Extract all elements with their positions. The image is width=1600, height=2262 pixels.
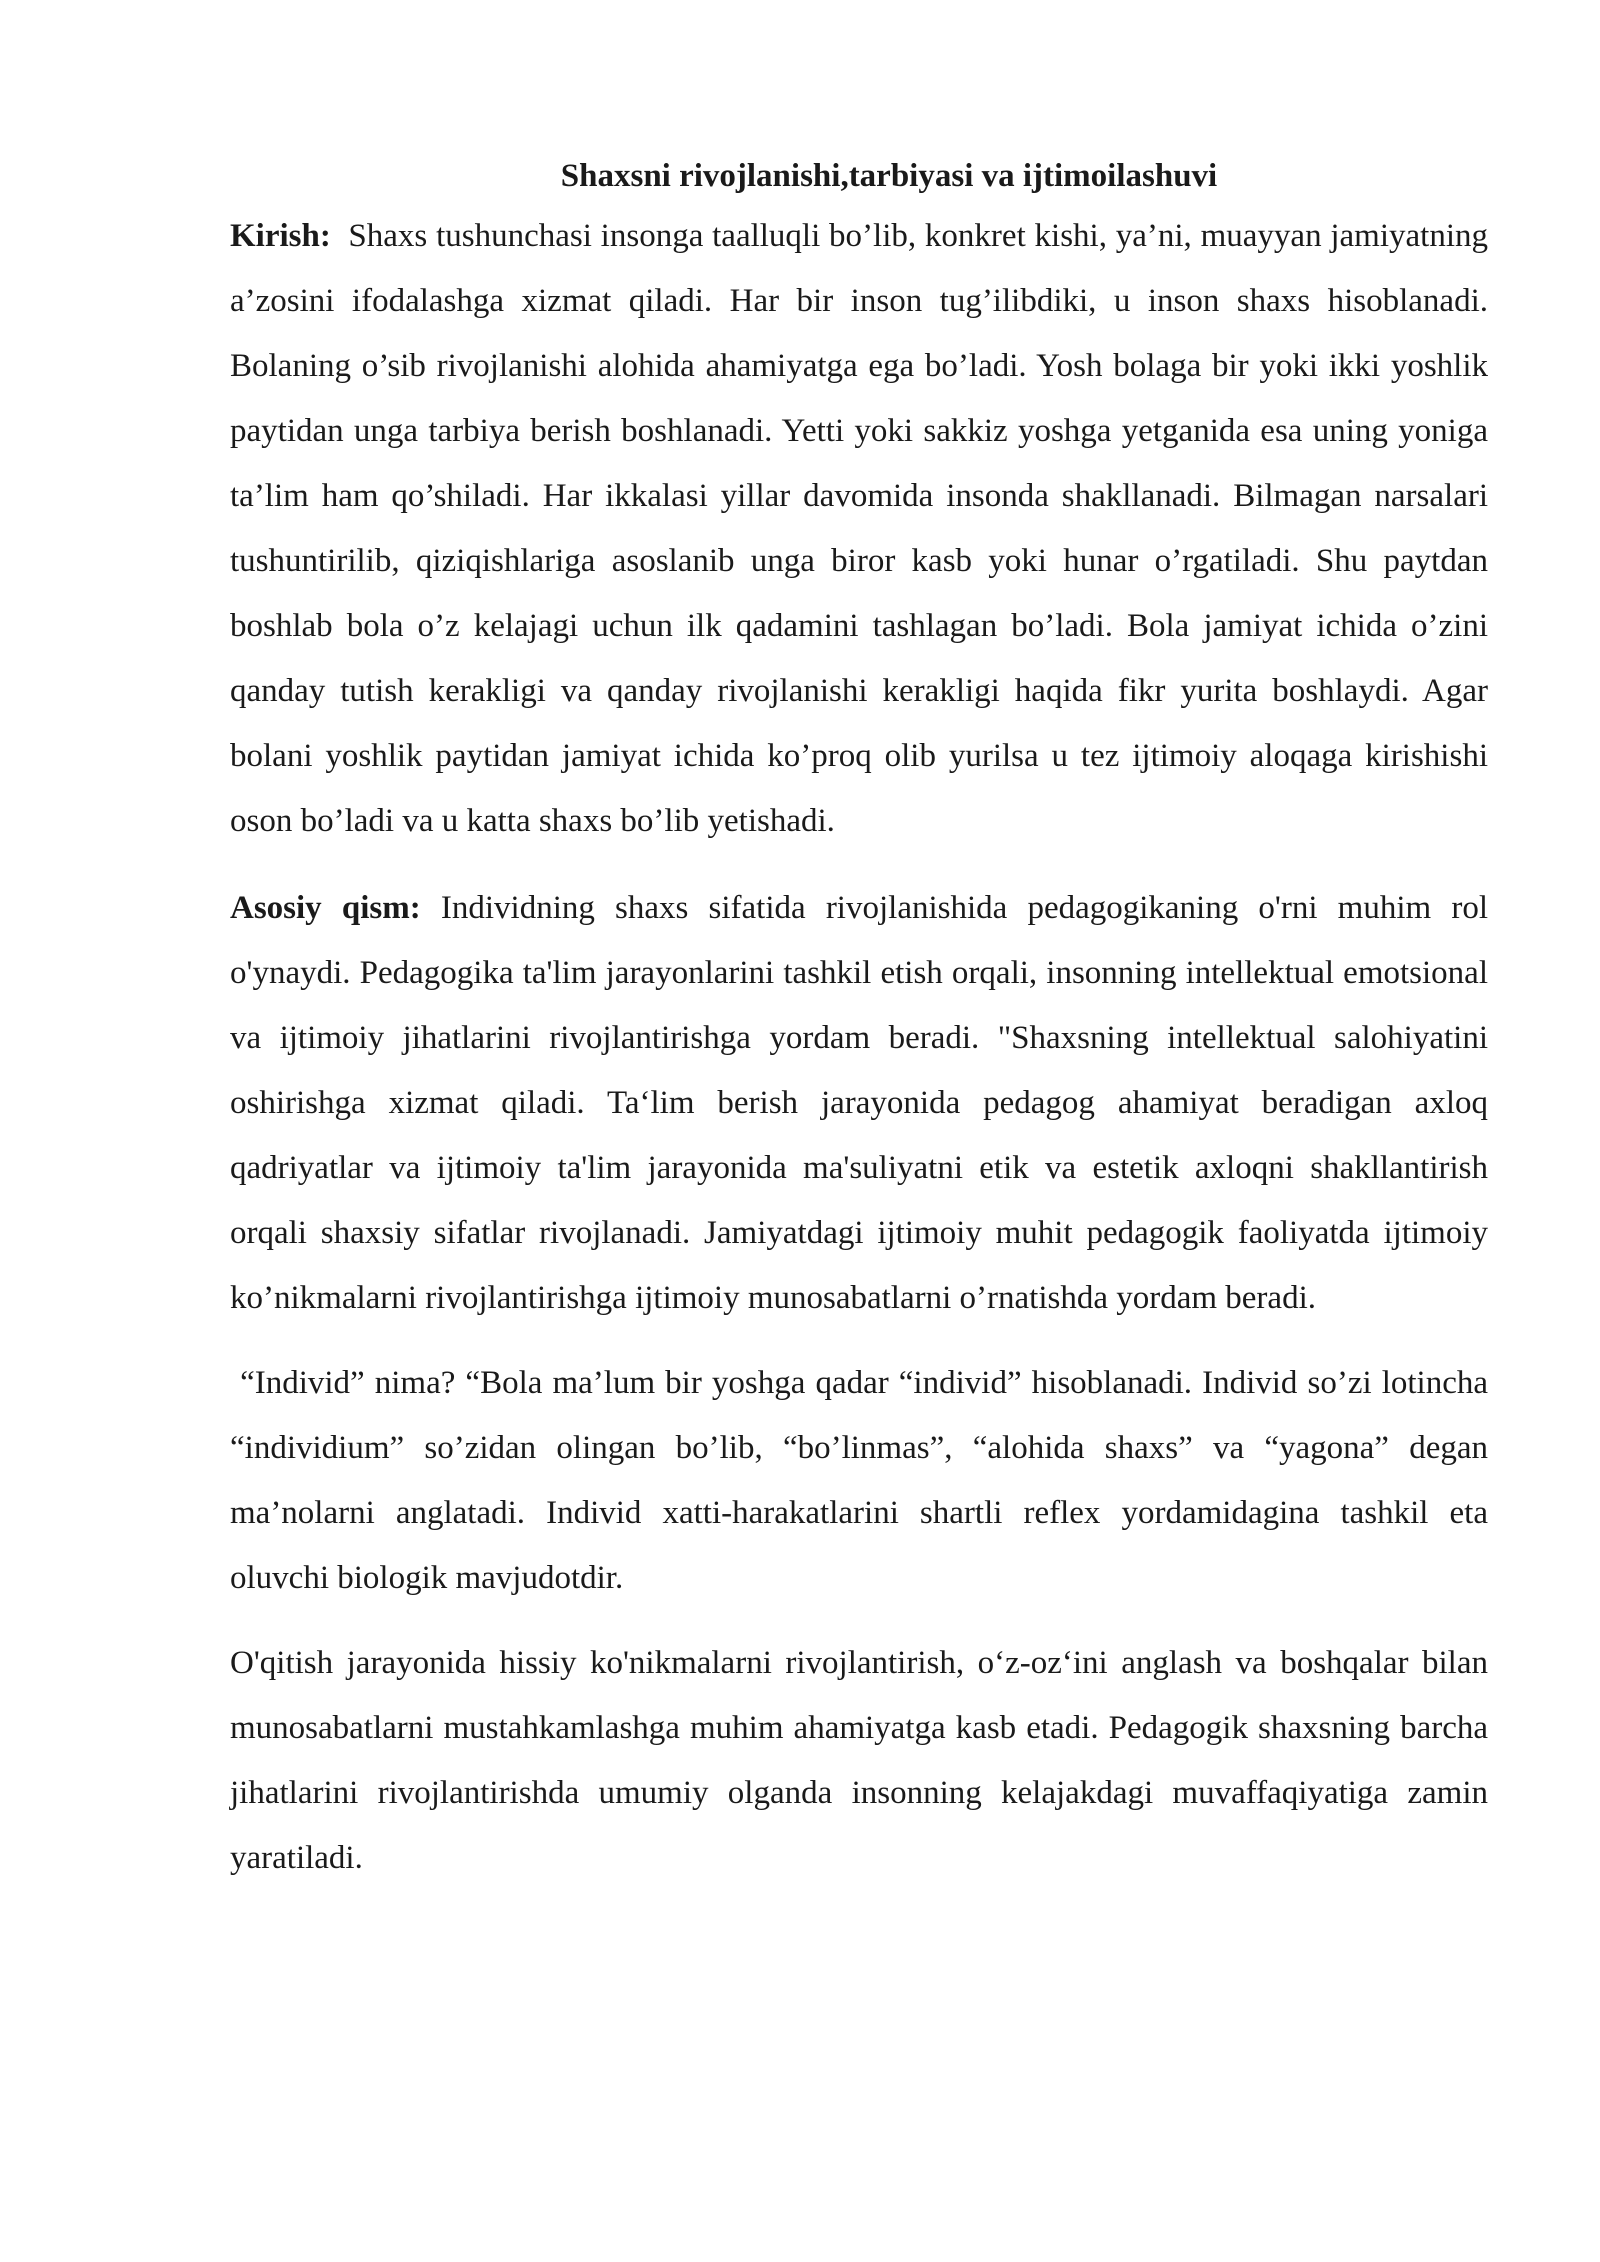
paragraph-text-asosiy-qism: Individning shaxs sifatida rivojlanishida pedagogikaning o'rni muhim rol o'ynaydi. Pedagogika ta'lim jarayonlarini tashkil etish orqali, insonning intellektual emotsional va ijtimoiy jihatlarini rivojlantirishga yordam beradi. "Shaxsning intellektual salohiyatini oshirishga xizmat qiladi. Ta‘lim berish jarayonida pedagog ahamiyat beradigan axloq qadriyatlar va ijtimoiy ta'lim jarayonida ma'suliyatni etik va estetik axloqni shakllantirish orqali shaxsiy sifatlar rivojlanadi. Jamiyatdagi ijtimoiy muhit pedagogik faoliyatda ijtimoiy ko’nikmalarni rivojlantirishga ijtimoiy munosabatlarni o’rnatishda yordam beradi. — [230, 890, 1488, 1316]
paragraph-text-individ: “Individ” nima? “Bola ma’lum bir yoshga qadar “individ” hisoblanadi. Individ so’zi lotincha “individium” so’zidan olingan bo’lib, “bo’linmas”, “alohida shaxs” va “yagona” degan ma’nolarni anglatadi. Individ xatti-harakatlarini shartli reflex yordamidagina tashkil eta oluvchi biologik mavjudotdir. — [230, 1365, 1497, 1596]
paragraph-kirish — [230, 204, 1497, 854]
paragraph-oqitish — [230, 1631, 1488, 1891]
paragraph-lead-kirish: Kirish: — [230, 218, 331, 254]
paragraph-lead-asosiy-qism: Asosiy qism: — [230, 890, 421, 926]
paragraph-asosiy-qism — [230, 876, 1488, 1331]
paragraph-text-kirish: Shaxs tushunchasi insonga taalluqli bo’lib, konkret kishi, ya’ni, muayyan jamiyatning a’zosini ifodalashga xizmat qiladi. Har bir inson tug’ilibdiki, u inson shaxs hisoblanadi. Bolaning o’sib rivojlanishi alohida ahamiyatga ega bo’ladi. Yosh bolaga bir yoki ikki yoshlik paytidan unga tarbiya berish boshlanadi. Yetti yoki sakkiz yoshga yetganida esa uning yoniga ta’lim ham qo’shiladi. Har ikkalasi yillar davomida insonda shakllanadi. Bilmagan narsalari tushuntirilib, qiziqishlariga asoslanib unga biror kasb yoki hunar o’rgatiladi. Shu paytdan boshlab bola o’z kelajagi uchun ilk qadamini tashlagan bo’ladi. Bola jamiyat ichida o’zini qanday tutish kerakligi va qanday rivojlanishi kerakligi haqida fikr yurita boshlaydi. Agar bolani yoshlik paytidan jamiyat ichida ko’proq olib yurilsa u tez ijtimoiy aloqaga kirishishi oson bo’ladi va u katta shaxs bo’lib yetishadi. — [230, 218, 1497, 839]
document-body — [230, 150, 1497, 1911]
paragraph-individ — [230, 1351, 1497, 1611]
document-title: Shaxsni rivojlanishi,tarbiyasi va ijtimoilashuvi — [560, 158, 1218, 194]
paragraph-text-oqitish: O'qitish jarayonida hissiy ko'nikmalarni rivojlantirish, o‘z-oz‘ini anglash va boshqalar bilan munosabatlarni mustahkamlashga muhim ahamiyatga kasb etadi. Pedagogik shaxsning barcha jihatlarini rivojlantirishda umumiy olganda insonning kelajakdagi muvaffaqiyatiga zamin yaratiladi. — [230, 1645, 1488, 1876]
